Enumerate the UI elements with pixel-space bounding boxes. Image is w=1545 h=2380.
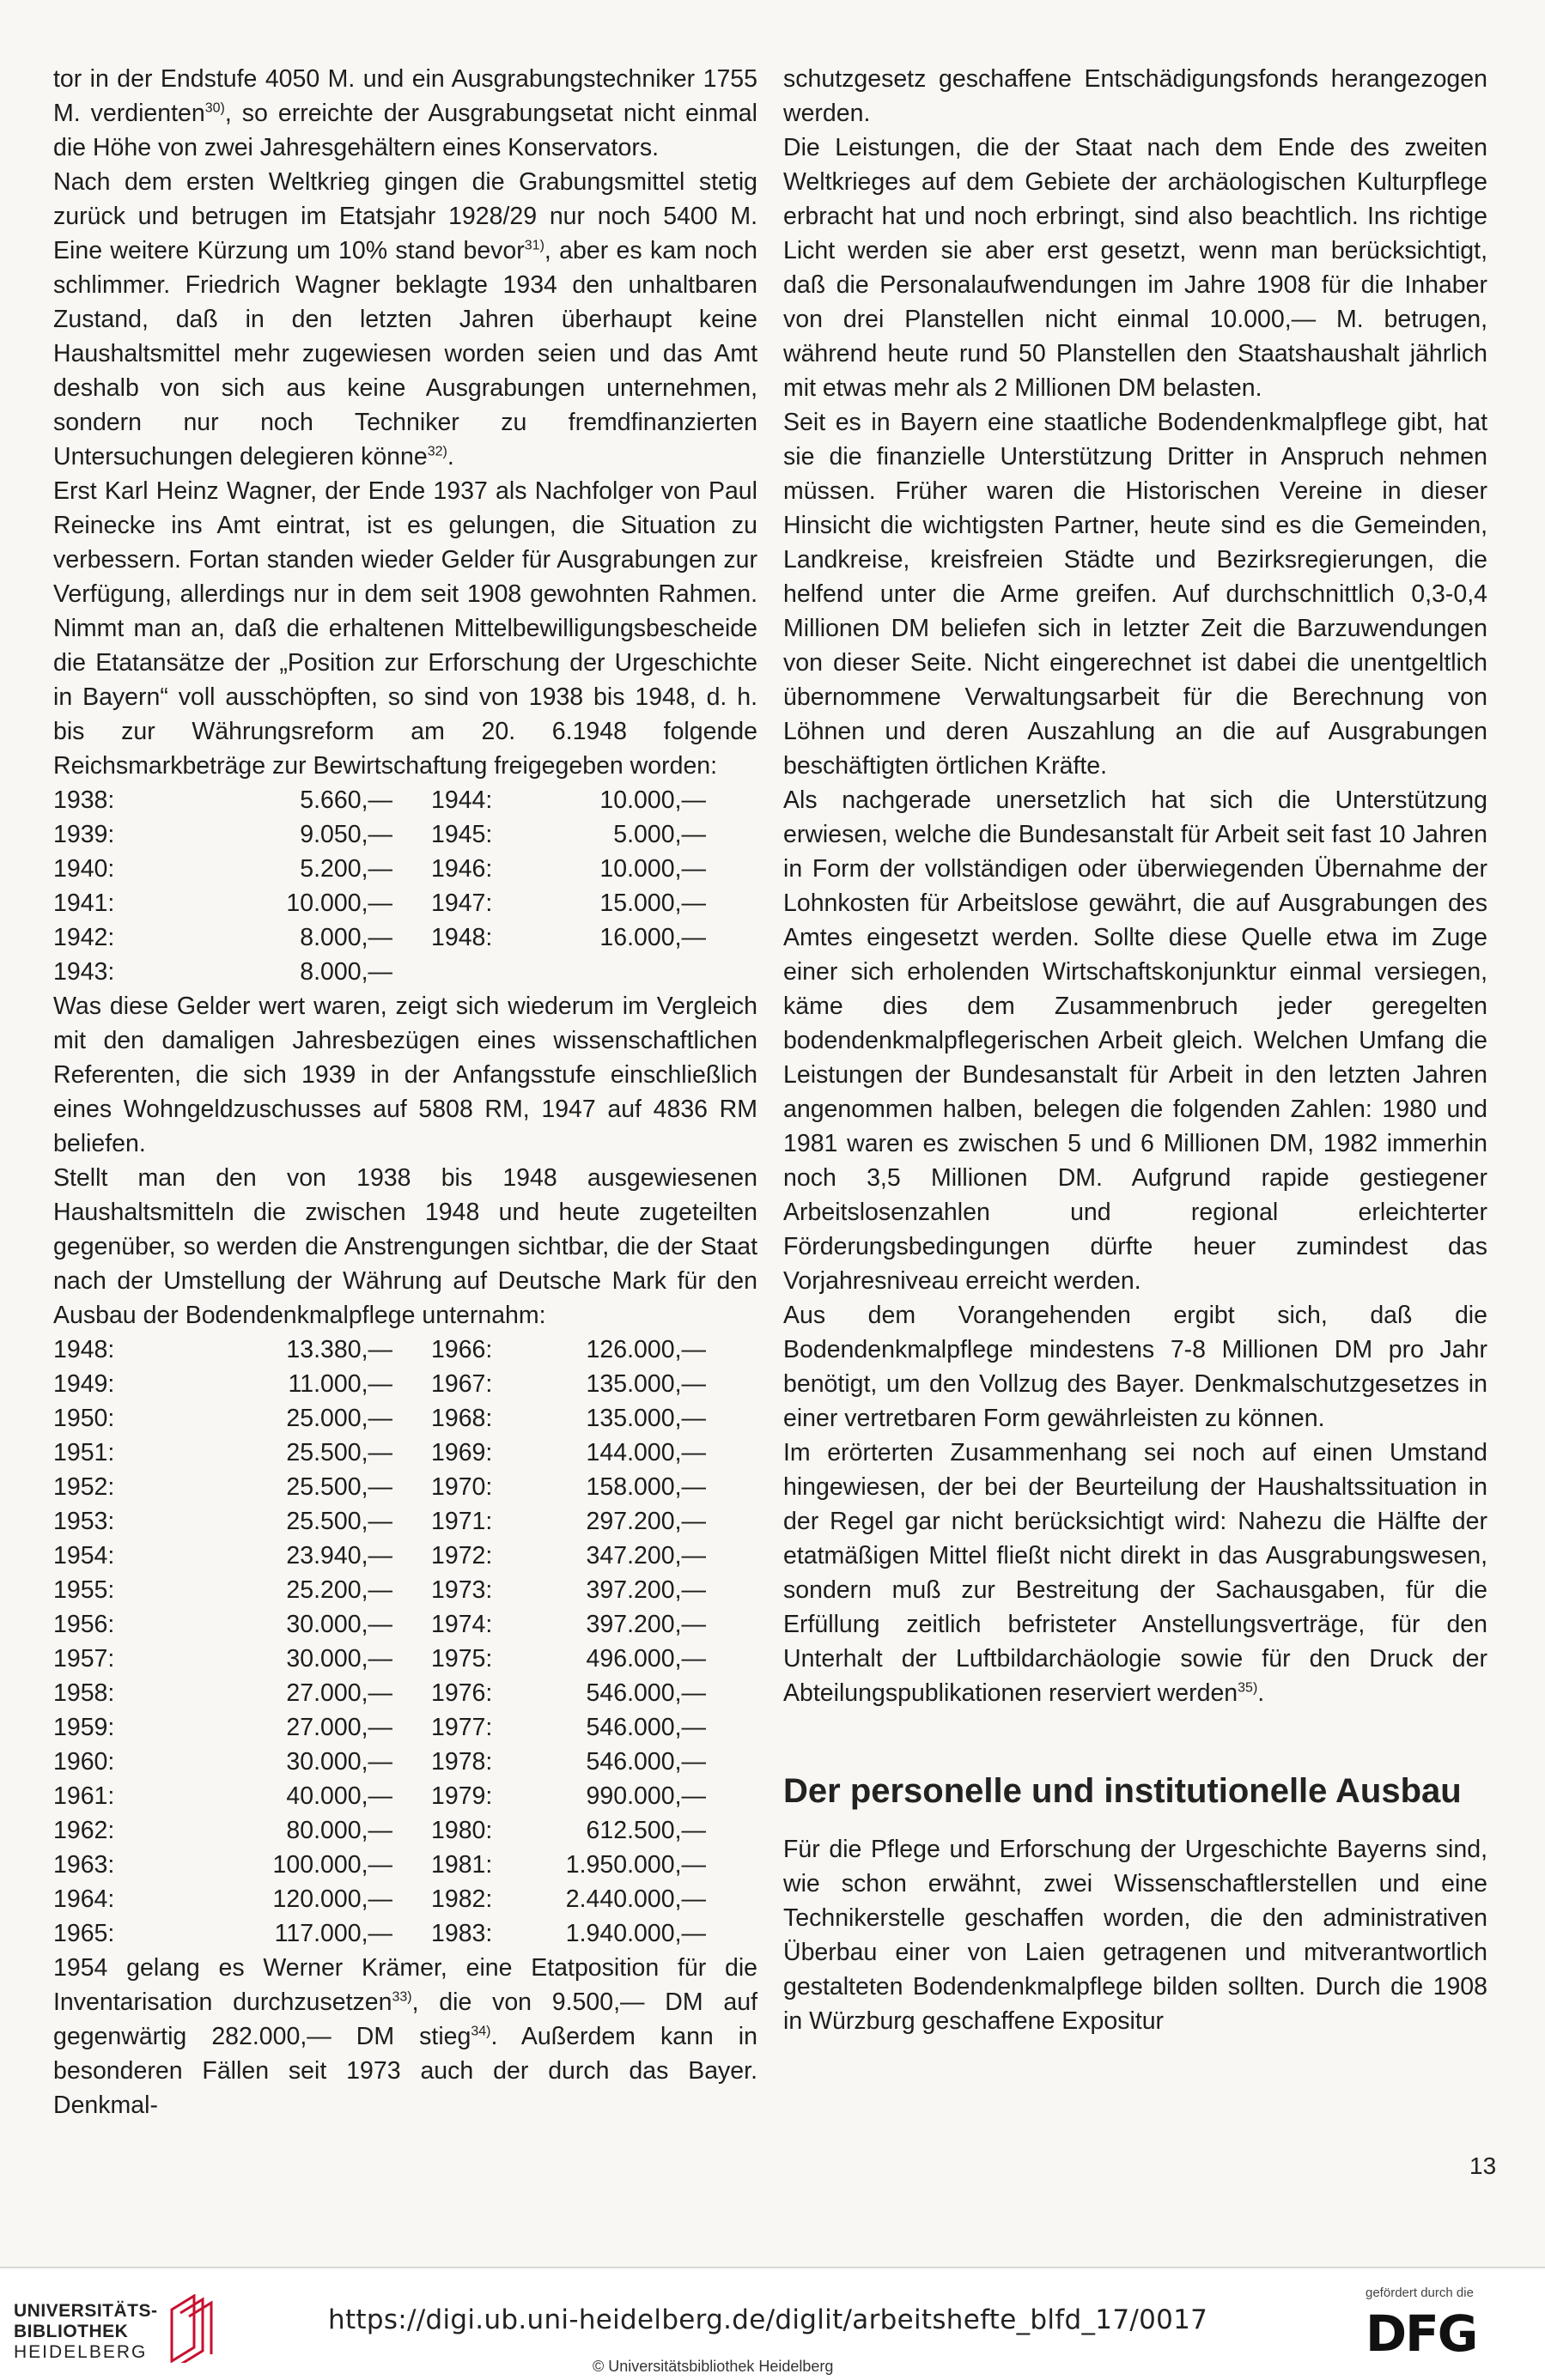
amount-cell: 135.000,— bbox=[586, 1370, 706, 1398]
paragraph: Erst Karl Heinz Wagner, der Ende 1937 als Nachfolger von Paul Reinecke ins Amt eintrat, ist es gelungen, die Situation zu verbessern. Fortan standen wieder Gelder für Ausgrabungen zur Verfügung, allerdings nur in dem seit 1908 gewohnten Rahmen. Nimmt man an, daß die erhaltenen Mittelbewilligungsbescheide die Etatansätze der „Position zur Erforschung der Urgeschichte in Bayern“ voll ausschöpften, so sind von 1938 bis 1948, d. h. bis zur Währungsreform am 20. 6.1948 folgende Reichsmarkbeträge zur Bewirtschaftung freigegeben worden: bbox=[53, 477, 757, 780]
amount-cell: 25.500,— bbox=[286, 1508, 392, 1535]
dfg-logo: DFG bbox=[1366, 2304, 1477, 2363]
amount-cell: 5.660,— bbox=[300, 786, 392, 814]
year-cell: 1975: bbox=[431, 1645, 493, 1673]
year-cell: 1938: bbox=[53, 786, 115, 814]
permalink-url[interactable]: https://digi.ub.uni-heidelberg.de/diglit/arbeitshefte_blfd_17/0017 bbox=[328, 2304, 1208, 2335]
table-row bbox=[53, 1642, 757, 1676]
year-cell: 1971: bbox=[431, 1508, 493, 1535]
dfg-funding-badge[interactable] bbox=[1366, 2286, 1537, 2371]
table-row bbox=[53, 1470, 757, 1504]
paragraph: Aus dem Vorangehenden ergibt sich, daß die Bodendenkmalpflege mindestens 7-8 Millionen DM pro Jahr benötigt, um den Vollzug des Bayer. Denkmalschutzgesetzes in einer vertretbaren Form gewährleisten zu können. bbox=[783, 1302, 1487, 1432]
amount-cell: 546.000,— bbox=[586, 1679, 706, 1707]
year-cell: 1963: bbox=[53, 1851, 115, 1879]
amount-cell: 9.050,— bbox=[300, 821, 392, 848]
table-row bbox=[53, 1539, 757, 1573]
year-cell: 1944: bbox=[431, 786, 493, 814]
footer-bar bbox=[0, 2267, 1545, 2380]
year-cell: 1947: bbox=[431, 889, 493, 917]
year-cell: 1954: bbox=[53, 1542, 115, 1569]
year-cell: 1967: bbox=[431, 1370, 493, 1398]
amount-cell: 8.000,— bbox=[300, 958, 392, 986]
year-cell: 1945: bbox=[431, 821, 493, 848]
table-row bbox=[53, 1916, 757, 1951]
amount-cell: 11.000,— bbox=[288, 1370, 392, 1398]
year-cell: 1982: bbox=[431, 1885, 493, 1913]
year-cell: 1948: bbox=[431, 924, 493, 951]
amount-cell: 25.000,— bbox=[286, 1405, 392, 1432]
amount-cell: 5.200,— bbox=[300, 855, 392, 883]
table-row bbox=[53, 1367, 757, 1401]
paragraph: Seit es in Bayern eine staatliche Bodendenkmalpflege gibt, hat sie die finanzielle Unterstützung Dritter in Anspruch nehmen müssen. Früher waren die Historischen Vereine in dieser Hinsicht die wichtigsten Partner, heute sind es die Gemeinden, Landkreise, kreisfreien Städte und Bezirksregierungen, die helfend unter die Arme greifen. Auf durchschnittlich 0,3-0,4 Millionen DM beliefen sich in letzter Zeit die Barzuwendungen von dieser Seite. Nicht eingerechnet ist dabei die unentgeltlich übernommene Verwaltungsarbeit für die Berechnung von Löhnen und deren Auszahlung an die auf Ausgrabungen beschäftigten örtlichen Kräfte. bbox=[783, 409, 1487, 780]
footnote-ref: 31) bbox=[524, 238, 544, 253]
year-cell: 1972: bbox=[431, 1542, 493, 1569]
year-cell: 1942: bbox=[53, 924, 115, 951]
table-row bbox=[53, 1401, 757, 1436]
amount-cell: 15.000,— bbox=[599, 889, 706, 917]
budget-table-reichsmark bbox=[53, 783, 757, 989]
amount-cell: 30.000,— bbox=[286, 1748, 392, 1776]
year-cell: 1960: bbox=[53, 1748, 115, 1776]
year-cell: 1955: bbox=[53, 1576, 115, 1604]
table-row bbox=[53, 1436, 757, 1470]
amount-cell: 117.000,— bbox=[274, 1920, 392, 1947]
year-cell: 1952: bbox=[53, 1473, 115, 1501]
year-cell: 1981: bbox=[431, 1851, 493, 1879]
amount-cell: 25.500,— bbox=[286, 1473, 392, 1501]
paragraph: Die Leistungen, die der Staat nach dem Ende des zweiten Weltkrieges auf dem Gebiete der archäologischen Kulturpflege erbracht hat und noch erbringt, sind also beachtlich. Ins richtige Licht werden sie aber erst gesetzt, wenn man berücksichtigt, daß die Personalaufwendungen im Jahre 1908 für die Inhaber von drei Planstellen nicht einmal 10.000,— M. betrugen, während heute rund 50 Planstellen den Staatshaushalt jährlich mit etwas mehr als 2 Millionen DM belasten. bbox=[783, 134, 1487, 402]
amount-cell: 25.500,— bbox=[286, 1439, 392, 1466]
amount-cell: 30.000,— bbox=[286, 1645, 392, 1673]
paragraph: Stellt man den von 1938 bis 1948 ausgewiesenen Haushaltsmitteln die zwischen 1948 und heute zugeteilten gegenüber, so werden die Anstrengungen sichtbar, die der Staat nach der Umstellung der Währung auf Deutsche Mark für den Ausbau der Bodendenkmalpflege unternahm: bbox=[53, 1164, 757, 1329]
amount-cell: 80.000,— bbox=[286, 1817, 392, 1844]
year-cell: 1961: bbox=[53, 1782, 115, 1810]
amount-cell: 990.000,— bbox=[586, 1782, 706, 1810]
amount-cell: 8.000,— bbox=[300, 924, 392, 951]
amount-cell: 10.000,— bbox=[286, 889, 392, 917]
copyright-notice: © Universitätsbibliothek Heidelberg bbox=[593, 2358, 834, 2375]
table-row bbox=[53, 955, 757, 989]
section-heading: Der personelle und institutionelle Ausbau bbox=[783, 1772, 1462, 1810]
year-cell: 1977: bbox=[431, 1714, 493, 1741]
year-cell: 1966: bbox=[431, 1336, 493, 1363]
table-row bbox=[53, 783, 757, 817]
year-cell: 1950: bbox=[53, 1405, 115, 1432]
paragraph: Nach dem ersten Weltkrieg gingen die Grabungsmittel stetig zurück und betrugen im Etatsjahr 1928/29 nur noch 5400 M. Eine weitere Kürzung um 10% stand bevor$^{31)}$, aber es kam noch schlimmer. Friedrich Wagner beklagte 1934 den unhaltbaren Zustand, daß in den letzten Jahren überhaupt keine Haushaltsmittel mehr zugewiesen worden seien und das Amt deshalb von sich aus keine Ausgrabungen unternehmen, sondern nur noch Techniker zu fremdfinanzierten Untersuchungen delegieren könne$^{32)}$. bbox=[53, 168, 757, 471]
year-cell: 1946: bbox=[431, 855, 493, 883]
year-cell: 1953: bbox=[53, 1508, 115, 1535]
library-name: UNIVERSITÄTS- BIBLIOTHEK HEIDELBERG bbox=[14, 2301, 158, 2362]
library-logo[interactable] bbox=[14, 2294, 237, 2371]
year-cell: 1976: bbox=[431, 1679, 493, 1707]
year-cell: 1964: bbox=[53, 1885, 115, 1913]
table-row bbox=[53, 1848, 757, 1882]
year-cell: 1956: bbox=[53, 1611, 115, 1638]
right-column bbox=[783, 62, 1487, 2038]
amount-cell: 100.000,— bbox=[272, 1851, 392, 1879]
year-cell: 1965: bbox=[53, 1920, 115, 1947]
year-cell: 1969: bbox=[431, 1439, 493, 1466]
left-column bbox=[53, 62, 757, 2122]
footnote-ref: 32) bbox=[427, 444, 447, 459]
paragraph: tor in der Endstufe 4050 M. und ein Ausgrabungstechniker 1755 M. verdienten$^{30)}$, so erreichte der Ausgrabungsetat nicht einmal die Höhe von zwei Jahresgehältern eines Konservators. bbox=[53, 65, 757, 161]
table-row bbox=[53, 1813, 757, 1848]
paragraph: schutzgesetz geschaffene Entschädigungsfonds herangezogen werden. bbox=[783, 65, 1487, 127]
year-cell: 1979: bbox=[431, 1782, 493, 1810]
amount-cell: 1.940.000,— bbox=[565, 1920, 706, 1947]
amount-cell: 496.000,— bbox=[586, 1645, 706, 1673]
paragraph: Was diese Gelder wert waren, zeigt sich wiederum im Vergleich mit den damaligen Jahresbezügen eines wissenschaftlichen Referenten, die sich 1939 in der Anfangsstufe einschließlich eines Wohngeldzuschusses auf 5808 RM, 1947 auf 4836 RM beliefen. bbox=[53, 993, 757, 1157]
year-cell: 1970: bbox=[431, 1473, 493, 1501]
amount-cell: 347.200,— bbox=[586, 1542, 706, 1569]
year-cell: 1980: bbox=[431, 1817, 493, 1844]
table-row bbox=[53, 1882, 757, 1916]
year-cell: 1949: bbox=[53, 1370, 115, 1398]
year-cell: 1951: bbox=[53, 1439, 115, 1466]
table-row bbox=[53, 1676, 757, 1710]
year-cell: 1940: bbox=[53, 855, 115, 883]
footnote-ref: 33) bbox=[392, 1989, 412, 2005]
year-cell: 1958: bbox=[53, 1679, 115, 1707]
year-cell: 1948: bbox=[53, 1336, 115, 1363]
amount-cell: 40.000,— bbox=[286, 1782, 392, 1810]
footnote-ref: 35) bbox=[1238, 1680, 1258, 1696]
table-row bbox=[53, 1745, 757, 1779]
year-cell: 1968: bbox=[431, 1405, 493, 1432]
paragraph: Für die Pflege und Erforschung der Urgeschichte Bayerns sind, wie schon erwähnt, zwei Wissenschaftlerstellen und eine Technikerstelle geschaffen worden, die den administrativen Überbau einer von Laien getragenen und mitverantwortlich gestalteten Bodendenkmalpflege bilden sollten. Durch die 1908 in Würzburg geschaffene Expositur bbox=[783, 1836, 1487, 2035]
amount-cell: 120.000,— bbox=[272, 1885, 392, 1913]
amount-cell: 297.200,— bbox=[586, 1508, 706, 1535]
paragraph: Im erörterten Zusammenhang sei noch auf einen Umstand hingewiesen, der bei der Beurteilung der Haushaltssituation in der Regel gar nicht berücksichtigt wird: Nahezu die Hälfte der etatmäßigen Mittel fließt nicht direkt in das Ausgrabungswesen, sondern muß zur Bestreitung der Sachausgaben, für die Erfüllung zeitlich befristeter Anstellungsverträge, für den Unterhalt der Luftbildarchäologie sowie für den Druck der Abteilungspublikationen reserviert werden$^{35)}$. bbox=[783, 1439, 1487, 1707]
year-cell: 1973: bbox=[431, 1576, 493, 1604]
paragraph: 1954 gelang es Werner Krämer, eine Etatposition für die Inventarisation durchzusetzen$^{33)}$, die von 9.500,— DM auf gegenwärtig 282.000,— DM stieg$^{34)}$. Außerdem kann in besonderen Fällen seit 1973 auch der durch das Bayer. Denkmal- bbox=[53, 1954, 757, 2119]
table-row bbox=[53, 1710, 757, 1745]
amount-cell: 10.000,— bbox=[599, 786, 706, 814]
table-row bbox=[53, 1779, 757, 1813]
year-cell: 1978: bbox=[431, 1748, 493, 1776]
amount-cell: 397.200,— bbox=[586, 1611, 706, 1638]
amount-cell: 5.000,— bbox=[613, 821, 706, 848]
amount-cell: 612.500,— bbox=[586, 1817, 706, 1844]
year-cell: 1943: bbox=[53, 958, 115, 986]
amount-cell: 397.200,— bbox=[586, 1576, 706, 1604]
footnote-ref: 30) bbox=[204, 100, 225, 116]
year-cell bbox=[431, 955, 478, 989]
amount-cell: 13.380,— bbox=[286, 1336, 392, 1363]
table-row bbox=[53, 1573, 757, 1607]
dfg-caption: gefördert durch die bbox=[1366, 2286, 1474, 2300]
year-cell: 1974: bbox=[431, 1611, 493, 1638]
amount-cell: 23.940,— bbox=[286, 1542, 392, 1569]
footnote-ref: 34) bbox=[471, 2024, 491, 2039]
amount-cell: 546.000,— bbox=[586, 1714, 706, 1741]
table-row bbox=[53, 1504, 757, 1539]
amount-cell: 2.440.000,— bbox=[565, 1885, 706, 1913]
amount-cell: 30.000,— bbox=[286, 1611, 392, 1638]
amount-cell: 1.950.000,— bbox=[565, 1851, 706, 1879]
amount-cell bbox=[478, 955, 706, 989]
amount-cell: 546.000,— bbox=[586, 1748, 706, 1776]
amount-cell: 10.000,— bbox=[599, 855, 706, 883]
table-row bbox=[53, 1607, 757, 1642]
amount-cell: 158.000,— bbox=[586, 1473, 706, 1501]
amount-cell: 126.000,— bbox=[586, 1336, 706, 1363]
amount-cell: 16.000,— bbox=[599, 924, 706, 951]
table-row bbox=[53, 852, 757, 886]
amount-cell: 25.200,— bbox=[286, 1576, 392, 1604]
year-cell: 1957: bbox=[53, 1645, 115, 1673]
amount-cell: 144.000,— bbox=[586, 1439, 706, 1466]
amount-cell: 135.000,— bbox=[586, 1405, 706, 1432]
table-row bbox=[53, 1333, 757, 1367]
paragraph: Als nachgerade unersetzlich hat sich die Unterstützung erwiesen, welche die Bundesanstalt für Arbeit seit fast 10 Jahren in Form der vollständigen oder überwiegenden Übernahme der Lohnkosten für Arbeitslose gewährt, die auf Ausgrabungen des Amtes eingesetzt werden. Sollte diese Quelle etwa im Zuge einer sich erholenden Wirtschaftskonjunktur einmal versiegen, käme dies dem Zusammenbruch jeder geregelten bodendenkmalpflegerischen Arbeit gleich. Welchen Umfang die Leistungen der Bundesanstalt für Arbeit in den letzten Jahren angenommen halben, belegen die folgenden Zahlen: 1980 und 1981 waren es zwischen 5 und 6 Millionen DM, 1982 immerhin noch 3,5 Millionen DM. Aufgrund rapide gestiegener Arbeitslosenzahlen und regional erleichterter Förderungsbedingungen dürfte heuer zumindest das Vorjahresniveau erreicht werden. bbox=[783, 786, 1487, 1295]
table-row bbox=[53, 920, 757, 955]
table-row bbox=[53, 886, 757, 920]
amount-cell: 27.000,— bbox=[286, 1679, 392, 1707]
amount-cell: 27.000,— bbox=[286, 1714, 392, 1741]
library-emblem-icon bbox=[165, 2294, 216, 2363]
budget-table-deutsche-mark bbox=[53, 1333, 757, 1951]
year-cell: 1962: bbox=[53, 1817, 115, 1844]
page-number: 13 bbox=[1469, 2152, 1497, 2179]
year-cell: 1959: bbox=[53, 1714, 115, 1741]
year-cell: 1939: bbox=[53, 821, 115, 848]
year-cell: 1941: bbox=[53, 889, 115, 917]
table-row bbox=[53, 817, 757, 852]
year-cell: 1983: bbox=[431, 1920, 493, 1947]
